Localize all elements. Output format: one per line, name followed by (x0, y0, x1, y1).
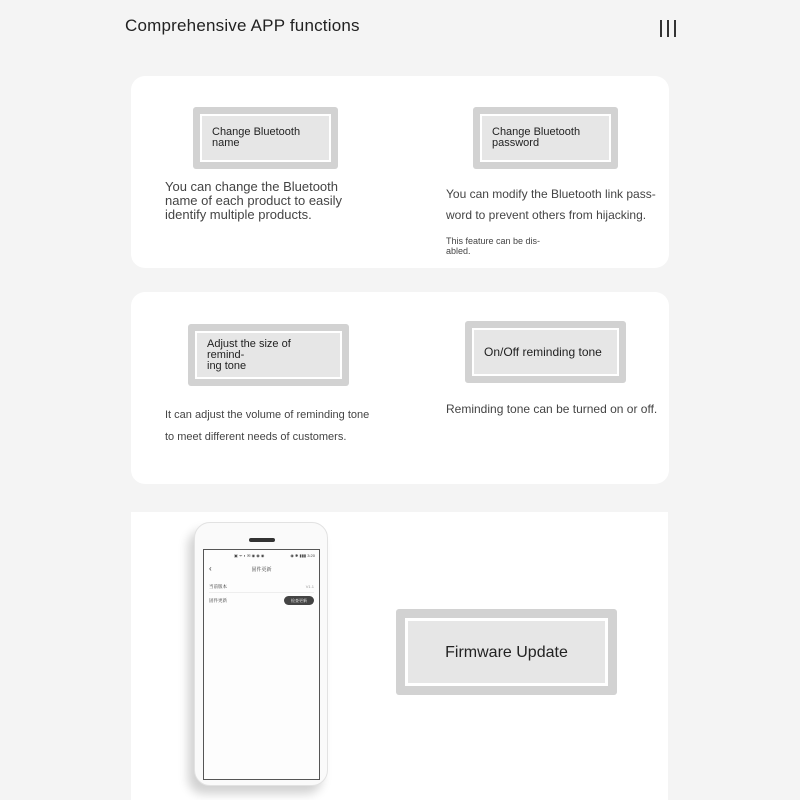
tone-size-label-line1: Adjust the size of remind- (207, 337, 291, 361)
list-item (209, 582, 314, 593)
note-line: This feature can be dis- (446, 236, 541, 246)
row-label: 固件更新 (209, 598, 227, 603)
firmware-label-frame (396, 609, 617, 695)
firmware-label (405, 618, 608, 686)
page-title: Comprehensive APP functions (125, 16, 360, 35)
bluetooth-password-label-line1: Change Bluetooth (492, 126, 581, 138)
bluetooth-password-note (446, 236, 540, 256)
bluetooth-password-label-frame (473, 107, 618, 169)
desc-line: word to prevent others from hijacking. (446, 208, 647, 222)
tone-toggle-description: Reminding tone can be turned on or off. (446, 402, 658, 416)
feature-card-bluetooth (131, 76, 669, 268)
check-update-button[interactable]: 检查更新 (284, 596, 314, 605)
tone-toggle-label (472, 328, 619, 376)
tone-size-label-frame (188, 324, 349, 386)
desc-line: You can change the Bluetooth (165, 179, 338, 194)
screen-title: 固件更新 (251, 567, 272, 573)
menu-bars-icon[interactable] (660, 20, 676, 37)
desc-line: identify multiple products. (165, 207, 312, 222)
desc-line: You can modify the Bluetooth link pass- (446, 187, 656, 201)
tone-toggle-label-text: On/Off reminding tone (484, 344, 602, 359)
feature-card-tone (131, 292, 669, 484)
desc-line: name of each product to easily (165, 193, 343, 208)
phone-screen (203, 549, 320, 780)
bluetooth-name-description (165, 180, 342, 222)
tone-size-label (195, 331, 342, 379)
row-value: V1.1 (305, 584, 314, 589)
note-line: abled. (446, 246, 471, 256)
row-label: 当前版本 (209, 584, 227, 589)
phone-speaker (249, 538, 275, 542)
list-item (209, 596, 314, 606)
tone-size-description (165, 404, 369, 448)
desc-line: It can adjust the volume of reminding tone (165, 409, 370, 421)
bluetooth-name-label-frame (193, 107, 338, 169)
status-bar (204, 553, 319, 559)
bluetooth-name-label-line2: name (212, 137, 240, 149)
status-icons-right: ◉ ✱ ▮▮▮ 3:20 (290, 553, 315, 558)
tone-toggle-label-frame (465, 321, 626, 383)
bluetooth-password-label (480, 114, 611, 162)
bluetooth-name-label-line1: Change Bluetooth (212, 126, 301, 138)
bluetooth-name-label (200, 114, 331, 162)
desc-line: to meet different needs of customers. (165, 431, 347, 443)
status-icons-left: ▣ ᯤ ◐ ✉ ◉ ◉ ◉ (234, 553, 265, 558)
tone-size-label-line2: ing tone (207, 359, 247, 372)
phone-mockup (194, 522, 328, 786)
firmware-label-text: Firmware Update (445, 643, 568, 661)
chevron-left-icon[interactable]: ‹ (209, 564, 212, 573)
bluetooth-password-label-line2: password (492, 137, 540, 149)
bluetooth-password-description (446, 184, 656, 226)
